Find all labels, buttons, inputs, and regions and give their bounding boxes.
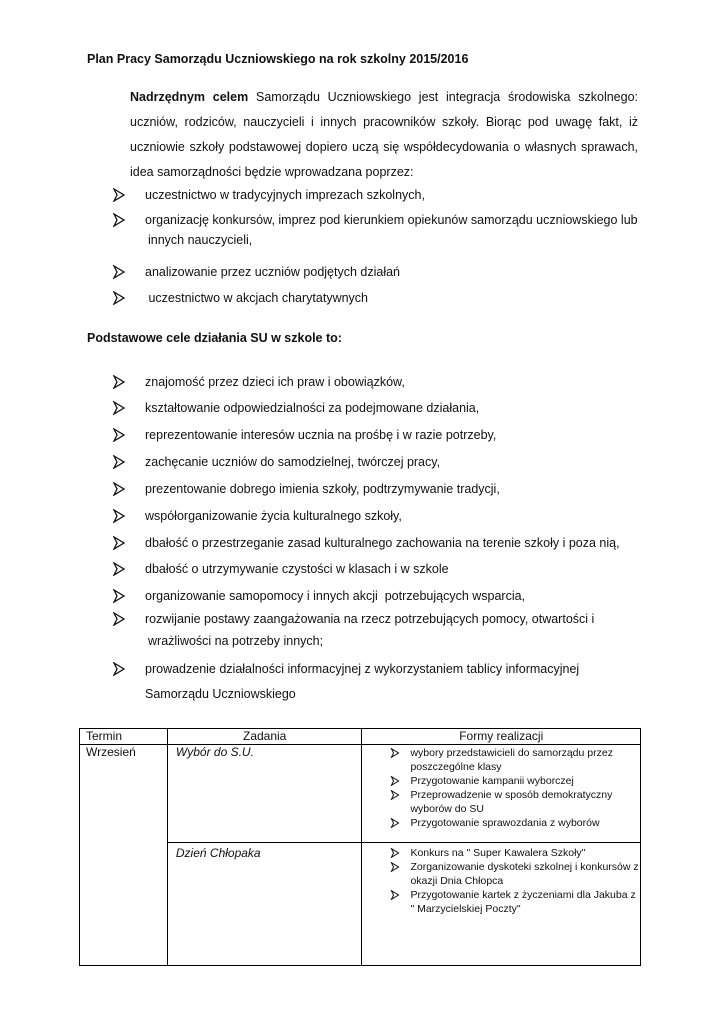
arrow-bullet-icon	[390, 776, 400, 786]
intro-line-1-text: Samorządu Uczniowskiego jest integracja środowiska szkolnego:	[248, 90, 639, 104]
list-item-text: organizację konkursów, imprez pod kierunkiem opiekunów samorządu uczniowskiego lub	[145, 213, 638, 227]
document-title: Plan Pracy Samorządu Uczniowskiego na rok szkolny 2015/2016	[87, 52, 469, 66]
arrow-bullet-icon	[112, 612, 126, 626]
task-cell: Wybór do S.U.	[167, 745, 362, 843]
intro-line-4: idea samorządności będzie wprowadzana poprzez:	[130, 165, 414, 179]
arrow-bullet-icon	[112, 509, 126, 523]
arrow-bullet-icon	[390, 848, 400, 858]
list-item	[362, 860, 640, 888]
list-item-text: uczestnictwo w akcjach charytatywnych	[145, 291, 369, 305]
arrow-bullet-icon	[390, 790, 400, 800]
list-item-text: dbałość o przestrzeganie zasad kulturalnego zachowania na terenie szkoły i poza nią,	[145, 536, 620, 550]
intro-line-2: uczniów, rodziców, nauczycieli i innych pracowników szkoły. Biorąc pod uwagę fakt, iż	[130, 115, 638, 129]
list-item-continuation: wrażliwości na potrzeby innych;	[148, 634, 324, 648]
list-item	[362, 746, 640, 774]
intro-line-1	[130, 85, 638, 110]
form-text: Zorganizowanie dyskoteki szkolnej i konkursów z okazji Dnia Chłopca	[410, 861, 639, 887]
arrow-bullet-icon	[112, 562, 126, 576]
arrow-bullet-icon	[112, 536, 126, 550]
form-text: Przygotowanie sprawozdania z wyborów	[410, 817, 600, 829]
intro-bold-lead: Nadrzędnym celem	[130, 90, 249, 104]
arrow-bullet-icon	[112, 482, 126, 496]
list-item-text: organizowanie samopomocy i innych akcji potrzebujących wsparcia,	[145, 589, 526, 603]
list-item-continuation: Samorządu Uczniowskiego	[145, 687, 296, 701]
section-heading: Podstawowe cele działania SU w szkole to:	[87, 331, 342, 345]
task-cell: Dzień Chłopaka	[167, 843, 362, 966]
arrow-bullet-icon	[112, 455, 126, 469]
list-item	[362, 774, 640, 788]
form-text: Przygotowanie kampanii wyborczej	[410, 775, 574, 787]
intro-line-3: uczniowie szkoły podstawowej dopiero uczą się współdecydowania o własnych sprawach,	[130, 140, 638, 154]
list-item-text: uczestnictwo w tradycyjnych imprezach szkolnych,	[145, 188, 425, 202]
list-item	[362, 788, 640, 816]
arrow-bullet-icon	[390, 890, 400, 900]
form-text: Przeprowadzenie w sposób demokratyczny wyborów do SU	[410, 789, 613, 815]
list-item-continuation: innych nauczycieli,	[148, 233, 253, 247]
termin-cell: Wrzesień	[80, 745, 168, 966]
form-text: wybory przedstawicieli do samorządu przez poszczególne klasy	[410, 747, 613, 773]
form-text: Przygotowanie kartek z życzeniami dla Jakuba z " Marzycielskiej Poczty"	[410, 889, 636, 915]
header-termin: Termin	[80, 729, 168, 745]
list-item-text: współorganizowanie życia kulturalnego szkoły,	[145, 509, 402, 523]
arrow-bullet-icon	[112, 188, 126, 202]
arrow-bullet-icon	[390, 862, 400, 872]
arrow-bullet-icon	[112, 401, 126, 415]
forms-list	[362, 846, 640, 916]
arrow-bullet-icon	[390, 818, 400, 828]
intro-paragraph	[130, 85, 638, 185]
forms-list	[362, 746, 640, 830]
list-item-text: znajomość przez dzieci ich praw i obowiązków,	[145, 375, 405, 389]
forms-cell	[362, 843, 641, 966]
arrow-bullet-icon	[112, 662, 126, 676]
list-item-text: analizowanie przez uczniów podjętych działań	[145, 265, 401, 279]
table-header-row	[80, 729, 641, 745]
list-item-text: rozwijanie postawy zaangażowania na rzecz potrzebujących pomocy, otwartości i	[145, 612, 595, 626]
arrow-bullet-icon	[112, 428, 126, 442]
arrow-bullet-icon	[112, 589, 126, 603]
header-formy: Formy realizacji	[362, 729, 641, 745]
plan-table	[79, 728, 641, 966]
arrow-bullet-icon	[112, 265, 126, 279]
list-item-text: prezentowanie dobrego imienia szkoły, podtrzymywanie tradycji,	[145, 482, 500, 496]
list-item	[362, 816, 640, 830]
form-text: Konkurs na " Super Kawalera Szkoły"	[410, 847, 586, 859]
arrow-bullet-icon	[112, 213, 126, 227]
header-zadania: Zadania	[167, 729, 362, 745]
arrow-bullet-icon	[112, 291, 126, 305]
list-item	[362, 846, 640, 860]
table-row	[80, 745, 641, 843]
list-item	[362, 888, 640, 916]
list-item-text: prowadzenie działalności informacyjnej z wykorzystaniem tablicy informacyjnej	[145, 662, 580, 676]
arrow-bullet-icon	[390, 748, 400, 758]
list-item-text: reprezentowanie interesów ucznia na prośbę i w razie potrzeby,	[145, 428, 497, 442]
list-item-text: dbałość o utrzymywanie czystości w klasach i w szkole	[145, 562, 449, 576]
forms-cell	[362, 745, 641, 843]
list-item-text: kształtowanie odpowiedzialności za podejmowane działania,	[145, 401, 480, 415]
list-item-text: zachęcanie uczniów do samodzielnej, twórczej pracy,	[145, 455, 441, 469]
arrow-bullet-icon	[112, 375, 126, 389]
